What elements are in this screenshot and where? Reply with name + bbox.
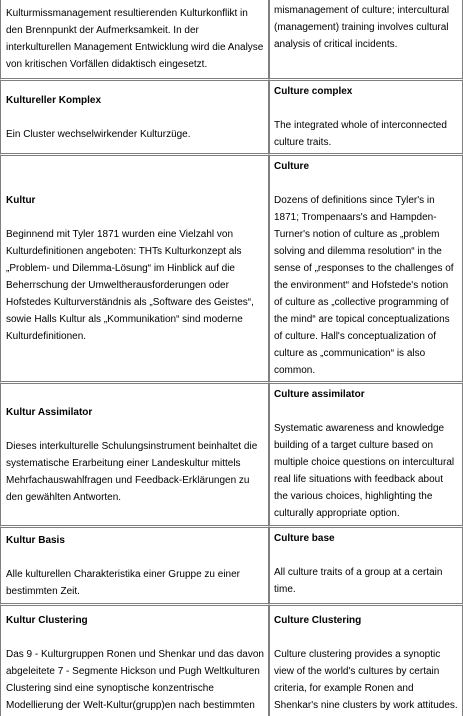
- german-entry-cell: [0, 525, 269, 603]
- german-term: Kultur Clustering: [6, 615, 88, 626]
- german-definition: Alle kulturellen Charakteristika einer Gruppe zu einer bestimmten Zeit.: [6, 568, 241, 597]
- english-entry-cell: [269, 603, 463, 716]
- english-entry-cell: [269, 0, 463, 78]
- spacer: [6, 421, 265, 438]
- english-definition: Culture clustering provides a synoptic view of the world's cultures by certain criteria, for example Ronen and Shenkar's nine clusters by work attitudes.: [274, 649, 458, 711]
- english-entry-cell: [269, 525, 463, 603]
- english-definition: Dozens of definitions since Tyler's in 1871; Trompenaars's and Hampden-Turner's notion of culture as „problem solving and dilemma resolution“ in the sense of „responses to the challenges of the environment“ and Hofstede's notion of culture as „collective programming of the mind“ are topical conceptualizations of culture. Hall's conceptualization of culture as „communication“ is also common.: [274, 195, 454, 376]
- english-definition: All culture traits of a group at a certain time.: [274, 567, 443, 595]
- spacer: [274, 547, 459, 564]
- german-definition: Kulturmissmanagement resultierenden Kulturkonflikt in den Brennpunkt der Aufmerksamkeit. In der interkulturellen Management Entwicklung wird die Analyse von kritischen Vorfällen didaktisch eingesetzt.: [6, 8, 264, 70]
- german-entry-cell: [0, 153, 269, 381]
- english-definition: mismanagement of culture; intercultural (management) training involves cultural analysis of critical incidents.: [274, 5, 450, 50]
- spacer: [6, 549, 265, 566]
- glossary-row: [0, 381, 463, 525]
- spacer: [6, 629, 265, 646]
- english-term: Culture: [274, 161, 309, 172]
- spacer: [274, 175, 459, 192]
- german-definition: Das 9 - Kulturgruppen Ronen und Shenkar und das davon abgeleitete 7 - Segmente Hickson und Pugh Weltkulturen Clustering sind eine synoptische konzentrische Modellierung der Welt-Kultur(grupp)en nach bestimmten: [6, 649, 264, 711]
- glossary-row: [0, 0, 463, 78]
- german-term: Kultur: [6, 195, 36, 206]
- english-term: Culture assimilator: [274, 389, 365, 400]
- spacer: [274, 629, 459, 646]
- spacer: [6, 109, 265, 126]
- english-entry-cell: [269, 381, 463, 525]
- english-definition: Systematic awareness and knowledge building of a target culture based on multiple choice questions on intercultural real life situations with feedback about the various choices, highlighting the culturally appropriate option.: [274, 423, 455, 519]
- german-entry-cell: [0, 381, 269, 525]
- spacer: [274, 403, 459, 420]
- english-term: Culture complex: [274, 86, 353, 97]
- german-entry-cell: [0, 603, 269, 716]
- english-term: Culture Clustering: [274, 615, 362, 626]
- english-term: Culture base: [274, 533, 335, 544]
- english-entry-cell: [269, 153, 463, 381]
- german-term: Kultur Basis: [6, 534, 65, 546]
- german-entry-cell: [0, 78, 269, 153]
- glossary-row: [0, 78, 463, 153]
- german-entry-cell: [0, 0, 269, 78]
- german-definition: Beginnend mit Tyler 1871 wurden eine Vielzahl von Kulturdefinitionen angeboten: THTs Kulturkonzept als „Problem- und Dilemma-Lösung“ im Hinblick auf die Beherrschung der Umweltherausforderungen oder Hofstedes Kulturverständnis als „Software des Geistes“, sowie Halls Kultur als „Kommunikation“ sind moderne Kulturdefinitionen.: [6, 229, 254, 342]
- glossary-row: [0, 153, 463, 381]
- glossary-row: [0, 603, 463, 716]
- glossary-row: [0, 525, 463, 603]
- german-definition: Ein Cluster wechselwirkender Kulturzüge.: [6, 128, 191, 140]
- english-definition: The integrated whole of interconnected culture traits.: [274, 120, 447, 148]
- german-term: Kultureller Komplex: [6, 94, 102, 106]
- german-definition: Dieses interkulturelle Schulungsinstrument beinhaltet die systematische Erarbeitung einer Landeskultur mittels Mehrfachauswahlfragen und Feedback-Erklärungen zu den gewählten Antworten.: [6, 440, 258, 503]
- german-term: Kultur Assimilator: [6, 406, 93, 418]
- english-entry-cell: [269, 78, 463, 153]
- spacer: [274, 100, 459, 117]
- spacer: [6, 209, 265, 226]
